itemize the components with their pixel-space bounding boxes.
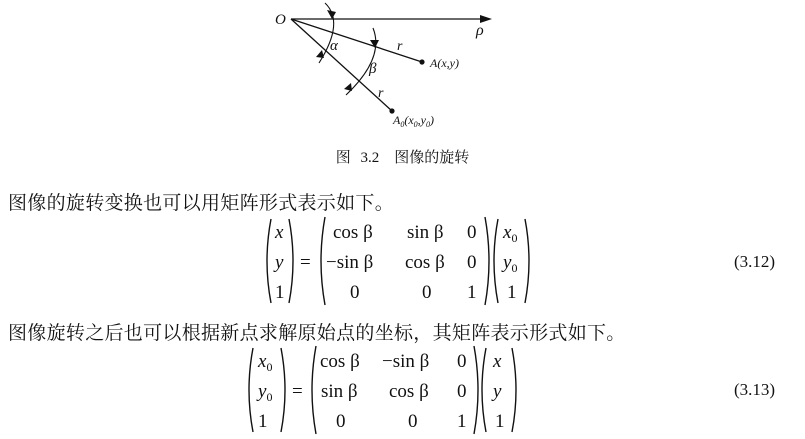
eq313-lhs-paren-left [249,348,253,432]
beta-arrow-bottom [344,83,352,91]
paragraph-rotation-matrix: 图像的旋转变换也可以用矩阵形式表示如下。 [8,193,395,214]
alpha-arrow-top [327,10,336,19]
eq312-lhs-1: 1 [275,282,285,303]
eq313-m22: cos β [389,381,429,402]
eq312-lhs-paren-right [289,219,293,303]
label-point-A: A(x,y) [430,56,459,70]
eq312-matrix-paren-left [321,217,325,305]
eq313-lhs-x0: $x_0$ [258,351,273,374]
eq313-rhs-paren-right [512,348,516,432]
eq313-rhs-y: y [493,381,502,402]
rotation-diagram [0,0,805,140]
eq313-equals: = [292,381,303,402]
eq312-m32: 0 [422,282,432,303]
eq312-rhs-y0: $y_0$ [503,252,518,275]
eq313-m33: 1 [457,411,467,432]
eq313-m12: −sin β [382,351,430,372]
eq313-m11: cos β [320,351,360,372]
eq312-m12: sin β [407,222,444,243]
paragraph-inverse-rotation: 图像旋转之后也可以根据新点求解原始点的坐标，其矩阵表示形式如下。 [8,323,626,344]
eq312-matrix-paren-right [485,217,489,305]
eq312-m33: 1 [467,282,477,303]
eq313-matrix-paren-left [312,346,316,434]
eq312-m21: −sin β [326,252,374,273]
alpha-arrow-bottom [316,50,324,58]
label-beta: β [369,61,377,77]
eq313-lhs-1: 1 [258,411,268,432]
eq312-m31: 0 [350,282,360,303]
label-point-A0: $A_0(x_0,y_0)$ [393,113,434,129]
eq313-rhs-paren-left [482,348,486,432]
eq312-lhs-paren-left [267,219,271,303]
eq313-m13: 0 [457,351,467,372]
equation-3-13 [0,343,805,438]
eq312-rhs-1: 1 [507,282,517,303]
label-rho: ρ [476,22,484,39]
label-alpha: α [330,38,338,54]
label-r1: r [397,39,403,54]
eq313-m31: 0 [336,411,346,432]
eq313-lhs-y0: $y_0$ [258,381,273,404]
point-A [419,59,424,64]
eq312-rhs-paren-left [494,219,498,303]
eq312-m13: 0 [467,222,477,243]
label-r2: r [378,86,384,101]
eq312-m11: cos β [333,222,373,243]
eq312-equals: = [300,252,311,273]
equation-number-3-12: (3.12) [734,252,776,271]
eq312-lhs-x: x [275,222,284,243]
eq313-lhs-paren-right [281,348,285,432]
eq313-rhs-1: 1 [495,411,505,432]
ray-to-A0 [291,19,392,111]
eq312-lhs-y: y [275,252,284,273]
eq313-m32: 0 [408,411,418,432]
eq313-matrix-paren-right [474,346,478,434]
equation-3-12 [0,214,805,309]
eq312-rhs-paren-right [525,219,529,303]
eq313-m21: sin β [321,381,358,402]
eq312-m23: 0 [467,252,477,273]
equation-number-3-13: (3.13) [734,380,776,399]
eq313-rhs-x: x [493,351,502,372]
eq312-rhs-x0: $x_0$ [503,222,518,245]
label-origin: O [275,12,286,28]
eq312-m22: cos β [405,252,445,273]
figure-caption: 图 3.2 图像的旋转 [335,150,470,166]
eq313-m23: 0 [457,381,467,402]
